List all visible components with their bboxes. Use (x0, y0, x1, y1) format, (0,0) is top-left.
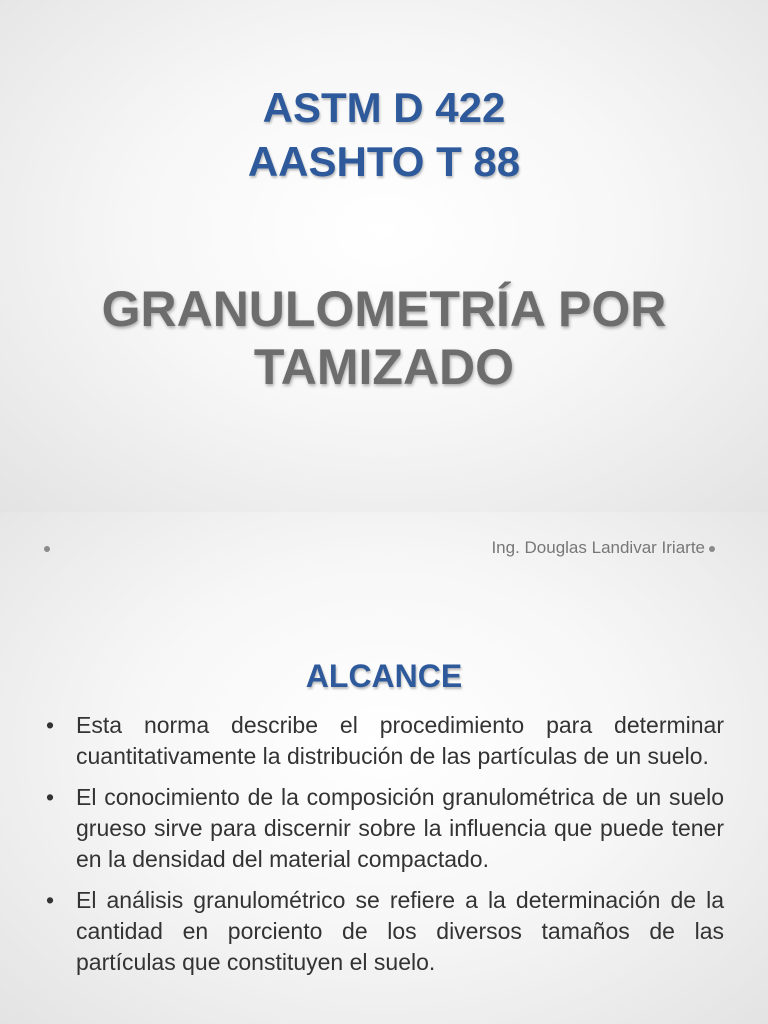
slide-title-line-1: GRANULOMETRÍA POR (101, 281, 667, 337)
standard-code-aashto: AASHTO T 88 (247, 138, 521, 185)
list-item (44, 782, 724, 875)
bullet-icon: • (46, 887, 55, 913)
bullet-list (44, 710, 724, 988)
bullet-dot-right-icon (709, 546, 715, 552)
bullet-text: El conocimiento de la composición granulométrica de un suelo grueso sirve para discernir sobre la influencia que puede tener en la densidad del material compactado. (76, 784, 724, 872)
section-title: ALCANCE (305, 658, 463, 694)
standard-code-astm: ASTM D 422 (262, 84, 506, 131)
list-item (44, 885, 724, 978)
bullet-icon: • (46, 712, 55, 738)
bullet-icon: • (46, 784, 55, 810)
author-name: Ing. Douglas Landivar Iriarte (491, 538, 705, 557)
list-item (44, 710, 724, 772)
bullet-dot-left-icon (44, 546, 50, 552)
bullet-text: Esta norma describe el procedimiento para determinar cuantitativamente la distribución de las partículas de un suelo. (76, 712, 724, 769)
bullet-text: El análisis granulométrico se refiere a la determinación de la cantidad en porciento de los diversos tamaños de las partículas que constituyen el suelo. (76, 887, 724, 975)
slide-title-line-2: TAMIZADO (253, 339, 515, 395)
